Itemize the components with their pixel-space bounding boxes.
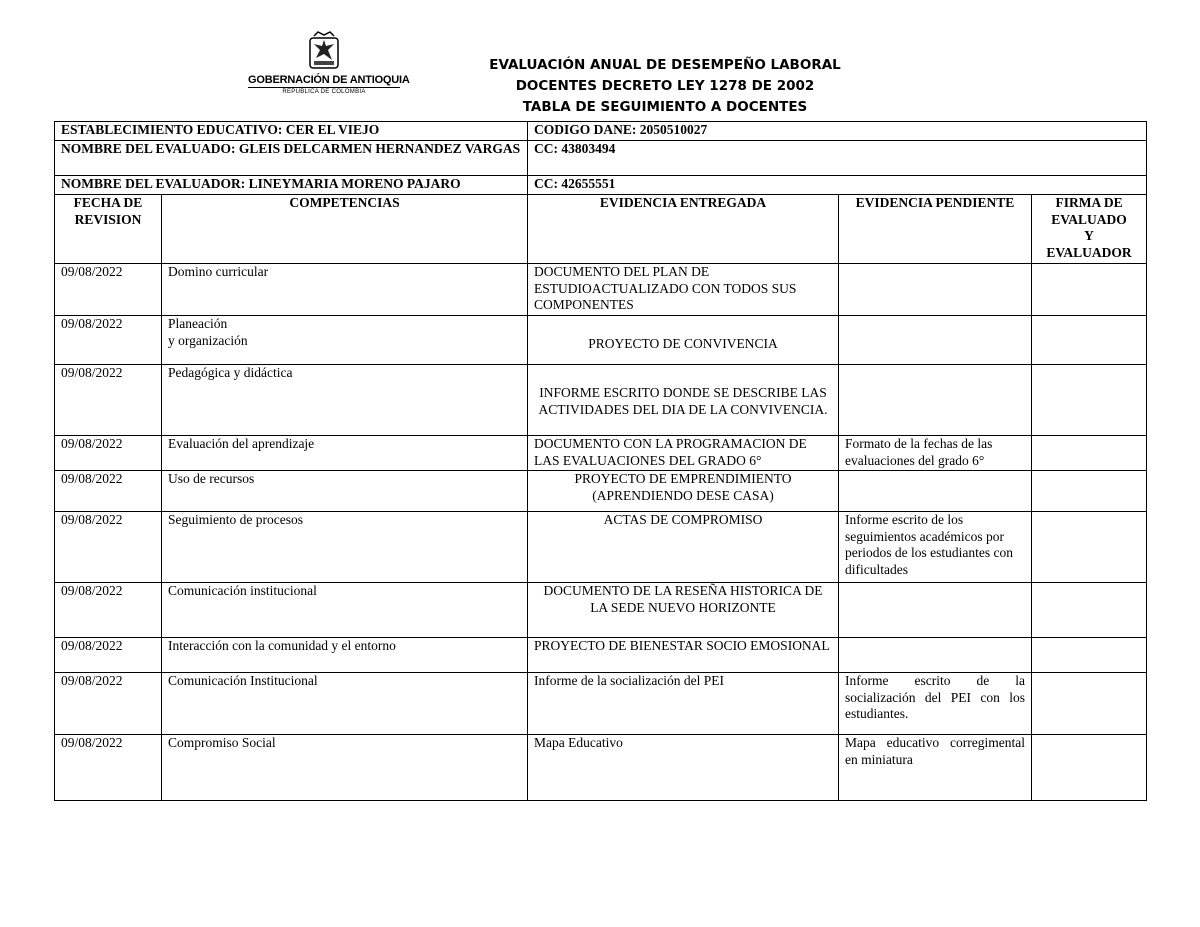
title-line-2: DOCENTES DECRETO LEY 1278 DE 2002	[515, 78, 815, 94]
row-evidence-delivered: ACTAS DE COMPROMISO	[528, 512, 839, 583]
header-firma-line-1: FIRMA DE EVALUADO	[1051, 195, 1127, 227]
row-evidence-delivered: Informe de la socialización del PEI	[528, 673, 839, 735]
table-row	[55, 583, 1147, 638]
government-logo	[248, 30, 410, 102]
government-subtitle: REPÚBLICA DE COLOMBIA	[282, 89, 366, 95]
header-competencias: COMPETENCIAS	[162, 195, 528, 264]
row-evidence-delivered: DOCUMENTO CON LA PROGRAMACION DE LAS EVALUACIONES DEL GRADO 6°	[528, 436, 839, 471]
table-row	[55, 436, 1147, 471]
row-evidence-pending: Informe escrito de los seguimientos académicos por periodos de los estudiantes con dificultades	[839, 512, 1032, 583]
row-evidence-delivered: PROYECTO DE CONVIVENCIA	[528, 316, 839, 365]
row-signature[interactable]	[1032, 316, 1147, 365]
header-fecha: FECHA DE REVISION	[55, 195, 162, 264]
row-competency: Uso de recursos	[162, 471, 528, 512]
row-evidence-delivered: PROYECTO DE EMPRENDIMIENTO (APRENDIENDO DESE CASA)	[528, 471, 839, 512]
table-row	[55, 673, 1147, 735]
row-date: 09/08/2022	[55, 316, 162, 365]
info-row-evaluated	[55, 141, 1147, 176]
evaluator-name-cell: NOMBRE DEL EVALUADOR: LINEYMARIA MORENO PAJARO	[55, 176, 528, 195]
row-date: 09/08/2022	[55, 735, 162, 801]
row-date: 09/08/2022	[55, 436, 162, 471]
row-signature[interactable]	[1032, 264, 1147, 316]
row-signature[interactable]	[1032, 512, 1147, 583]
evaluator-cc-cell: CC: 42655551	[528, 176, 1147, 195]
row-competency: Comunicación Institucional	[162, 673, 528, 735]
establishment-cell: ESTABLECIMIENTO EDUCATIVO: CER EL VIEJO	[55, 122, 528, 141]
title-line-3: TABLA DE SEGUIMIENTO A DOCENTES	[522, 99, 808, 115]
info-row-evaluator	[55, 176, 1147, 195]
row-evidence-pending	[839, 264, 1032, 316]
row-evidence-pending	[839, 316, 1032, 365]
row-signature[interactable]	[1032, 673, 1147, 735]
table-row	[55, 264, 1147, 316]
row-competency: Seguimiento de procesos	[162, 512, 528, 583]
row-evidence-pending	[839, 583, 1032, 638]
government-name: GOBERNACIÓN DE ANTIOQUIA	[248, 74, 410, 86]
evaluation-table	[54, 121, 1147, 801]
table-row	[55, 512, 1147, 583]
row-date: 09/08/2022	[55, 638, 162, 673]
row-competency: Evaluación del aprendizaje	[162, 436, 528, 471]
info-row-establishment	[55, 122, 1147, 141]
evaluated-name-cell: NOMBRE DEL EVALUADO: GLEIS DELCARMEN HERNANDEZ VARGAS	[55, 141, 528, 176]
row-signature[interactable]	[1032, 583, 1147, 638]
evaluated-cc-cell: CC: 43803494	[528, 141, 1147, 176]
header-firma-line-2: Y	[1084, 228, 1094, 243]
table-row	[55, 735, 1147, 801]
table-row	[55, 365, 1147, 436]
row-evidence-pending	[839, 638, 1032, 673]
row-date: 09/08/2022	[55, 583, 162, 638]
row-evidence-delivered: INFORME ESCRITO DONDE SE DESCRIBE LAS ACTIVIDADES DEL DIA DE LA CONVIVENCIA.	[528, 365, 839, 436]
row-signature[interactable]	[1032, 471, 1147, 512]
table-row	[55, 638, 1147, 673]
header-evidencia-pendiente: EVIDENCIA PENDIENTE	[839, 195, 1032, 264]
row-competency: Compromiso Social	[162, 735, 528, 801]
row-evidence-delivered: DOCUMENTO DE LA RESEÑA HISTORICA DE LA SEDE NUEVO HORIZONTE	[528, 583, 839, 638]
table-row	[55, 316, 1147, 365]
row-evidence-pending	[839, 471, 1032, 512]
header-evidencia-entregada: EVIDENCIA ENTREGADA	[528, 195, 839, 264]
row-competency	[162, 316, 528, 365]
row-signature[interactable]	[1032, 436, 1147, 471]
row-evidence-pending	[839, 365, 1032, 436]
row-competency: Interacción con la comunidad y el entorno	[162, 638, 528, 673]
dane-code-cell: CODIGO DANE: 2050510027	[528, 122, 1147, 141]
row-evidence-pending: Mapa educativo corregimental en miniatura	[839, 735, 1032, 801]
column-header-row	[55, 195, 1147, 264]
row-date: 09/08/2022	[55, 471, 162, 512]
row-competency: Domino curricular	[162, 264, 528, 316]
row-competency-line-2: y organización	[168, 332, 248, 348]
row-competency: Pedagógica y didáctica	[162, 365, 528, 436]
row-evidence-delivered: DOCUMENTO DEL PLAN DE ESTUDIOACTUALIZADO CON TODOS SUS COMPONENTES	[528, 264, 839, 316]
row-evidence-pending: Formato de la fechas de las evaluaciones del grado 6°	[839, 436, 1032, 471]
row-competency: Comunicación institucional	[162, 583, 528, 638]
row-signature[interactable]	[1032, 735, 1147, 801]
row-evidence-delivered: PROYECTO DE BIENESTAR SOCIO EMOSIONAL	[528, 638, 839, 673]
row-date: 09/08/2022	[55, 673, 162, 735]
row-evidence-pending: Informe escrito de la socialización del PEI con los estudiantes.	[839, 673, 1032, 735]
header-firma	[1032, 195, 1147, 264]
document-title	[440, 55, 890, 118]
table-row	[55, 471, 1147, 512]
row-evidence-delivered: Mapa Educativo	[528, 735, 839, 801]
row-date: 09/08/2022	[55, 365, 162, 436]
coat-of-arms-icon	[306, 30, 342, 72]
title-line-1: EVALUACIÓN ANUAL DE DESEMPEÑO LABORAL	[489, 57, 841, 73]
row-date: 09/08/2022	[55, 512, 162, 583]
header-firma-line-3: EVALUADOR	[1046, 244, 1132, 260]
row-date: 09/08/2022	[55, 264, 162, 316]
row-competency-line-1: Planeación	[168, 316, 228, 331]
row-signature[interactable]	[1032, 365, 1147, 436]
row-signature[interactable]	[1032, 638, 1147, 673]
